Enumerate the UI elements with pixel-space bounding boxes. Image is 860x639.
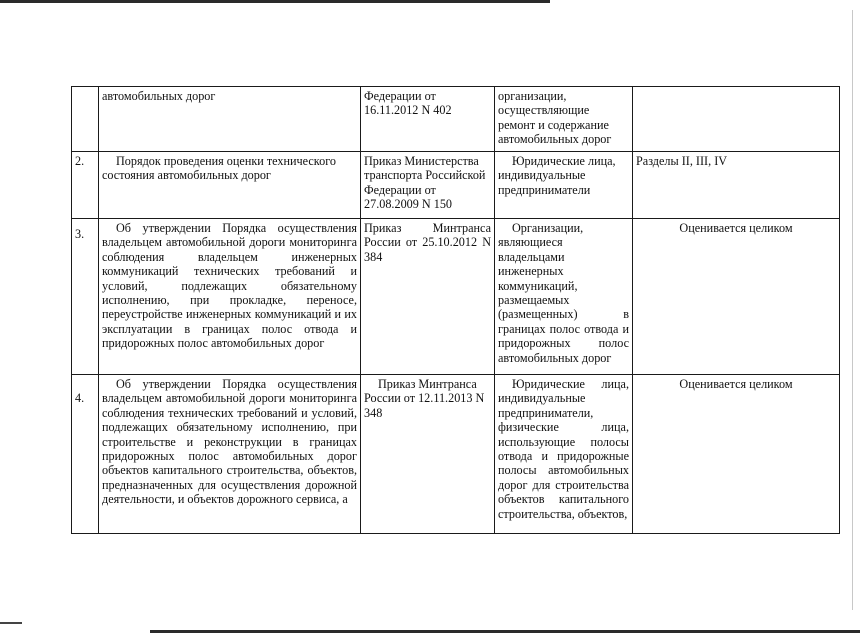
table-row (72, 87, 840, 152)
row-number: 4. (72, 375, 99, 534)
row-number: 3. (72, 219, 99, 375)
subjects-cell: Юридические лица, индивидуальные предприниматели (495, 152, 633, 219)
scan-edge-bottom (150, 630, 860, 633)
act-details-cell: Федерации от 16.11.2012 N 402 (361, 87, 495, 152)
subjects-cell: организации, осуществляющие ремонт и содержание автомобильных дорог (495, 87, 633, 152)
relation-cell: Оценивается целиком (633, 375, 840, 534)
act-name-cell: Об утверждении Порядка осуществления владельцем автомобильной дороги мониторинга соблюдения владельцем инженерных коммуникаций технических требований и условий, подлежащих обязательному исполнению, при прокладке, переносе, переустройстве инженерных коммуникаций и их эксплуатации в границах полос отвода и придорожных полос автомобильных дорог (99, 219, 361, 375)
relation-cell (633, 87, 840, 152)
relation-cell: Оценивается целиком (633, 219, 840, 375)
act-name-cell: Об утверждении Порядка осуществления владельцем автомобильной дороги мониторинга соблюдения технических требований и условий, подлежащих обязательному исполнению, при строительстве и реконструкции в границах придорожных полос автомобильных дорог объектов капитального строительства, объектов, предназначенных для осуществления дорожной деятельности, и объектов дорожного сервиса, а (99, 375, 361, 534)
table-row (72, 219, 840, 375)
table-row (72, 375, 840, 534)
act-details-cell: Приказ Минтранса России от 12.11.2013 N 348 (361, 375, 495, 534)
row-number (72, 87, 99, 152)
regulations-table (71, 86, 840, 534)
act-name-cell: автомобильных дорог (99, 87, 361, 152)
act-name-cell: Порядок проведения оценки технического состояния автомобильных дорог (99, 152, 361, 219)
row-number: 2. (72, 152, 99, 219)
relation-cell: Разделы II, III, IV (633, 152, 840, 219)
subjects-cell: Юридические лица, индивидуальные предприниматели, физические лица, использующие полосы отвода и придорожные полосы автомобильных дорог для строительства объектов капитального строительства, объектов, (495, 375, 633, 534)
act-details-cell: Приказ Минтранса России от 25.10.2012 N 384 (361, 219, 495, 375)
table-row (72, 152, 840, 219)
act-details-cell: Приказ Министерства транспорта Российской Федерации от 27.08.2009 N 150 (361, 152, 495, 219)
subjects-cell: Организации, являющиеся владельцами инженерных коммуникаций, размещаемых (размещенных) в границах полос отвода и придорожных полос автомобильных дорог (495, 219, 633, 375)
scan-edge-right (852, 10, 853, 610)
scan-edge-top (0, 0, 550, 3)
scan-edge-left (0, 622, 22, 624)
